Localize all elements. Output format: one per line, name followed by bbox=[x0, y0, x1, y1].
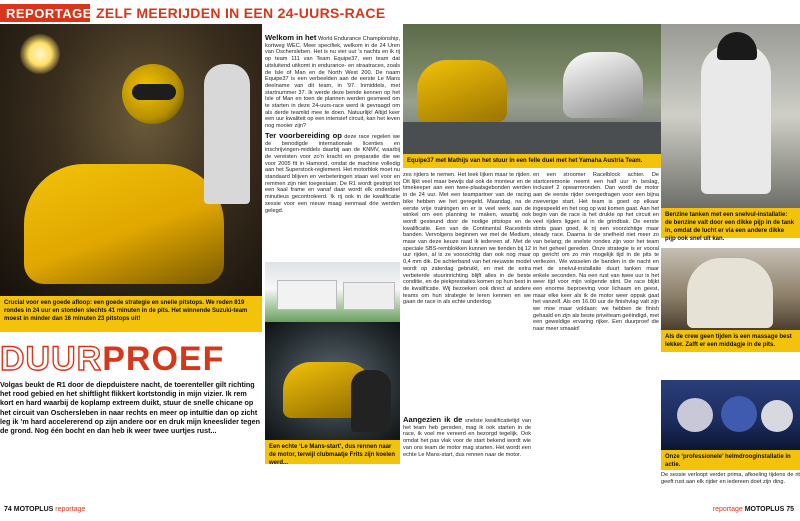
rider-photo bbox=[0, 24, 262, 296]
mechanic-figure bbox=[204, 64, 250, 204]
section-heading: Aangezien ik de bbox=[403, 415, 463, 424]
photo-caption: Een echte ‘Le Mans-start’, dus rennen naar de motor, terwijl clubmaatje Frits zijn koelen werd... bbox=[265, 440, 403, 464]
le-mans-start-photo bbox=[265, 322, 403, 440]
rider-resting bbox=[687, 258, 773, 328]
body-column-2-bottom bbox=[403, 414, 531, 500]
body-text: De sessie verloopt verder prima, afkoeling tijdens de rit geeft rust aan elk rijder en iedereen doet zijn ding. bbox=[661, 472, 800, 485]
article-kicker: ZELF MEERIJDEN IN EEN 24-UURS-RACE bbox=[96, 5, 386, 21]
helmet-visor bbox=[132, 84, 176, 100]
motorcycle-white bbox=[563, 52, 643, 118]
body-text: snelste kwalificatietijd van het team heb gereden, mag ik ook starten in de race, ik voel me vereerd en bezorgd tegelijk. Ook omdat het pas vlak voor de start bekend wordt wie van ons team de motor mag starten. Het wordt een echte Le Mans-start, dus rennen naar de motor. bbox=[403, 418, 531, 458]
magazine-brand: MOTOPLUS bbox=[13, 506, 54, 513]
helmet bbox=[761, 400, 793, 432]
yellow-motorcycle bbox=[24, 164, 224, 284]
kneeling-crew bbox=[351, 370, 391, 432]
helmet bbox=[721, 396, 757, 432]
paddock-photo bbox=[265, 262, 403, 322]
body-column-3 bbox=[533, 172, 659, 500]
body-text: deze race regelen we de benodigde internationale licenties en inschrijvingen-middels daarbij aan de KNMV, waarbij de vereisten voor zo'n kracht en preparatie die we voor 2005 fit in Hamond, omdat de machine volledig aan het Superstock-reglement. Het motorblok moet nu standaard blijven en verbeteringen staan wel voor en remmen zijn niet toegestaan. De R1 wordt gestript tot een kaal frame en vanaf daar wordt elk onderdeel minutieus gecontroleerd. Ik rij ook in de kwalificatie sessie voor een nieuw maag eenmaal drie werden gelegd. bbox=[265, 133, 400, 214]
footer-section: reportage bbox=[55, 506, 86, 513]
ambulance-van bbox=[277, 280, 337, 310]
photo-caption: Benzine tanken met een snelvul-installatie: de benzine valt door een dikke pijp in de tank in, omdat de lucht er via een andere dikke pijp ook snel uit kan. bbox=[661, 208, 800, 238]
photo-caption: Equipe37 met Mathijs van het stuur in een felle duel met het Yamaha Austria Team. bbox=[403, 154, 661, 168]
helmet bbox=[677, 398, 713, 432]
title-solid-part: PROEF bbox=[102, 340, 225, 378]
light-glare bbox=[20, 34, 60, 74]
page-number: 74 bbox=[4, 506, 12, 513]
footer-left bbox=[4, 506, 85, 513]
photo-caption: Als de crew geen tijden is een massage best lekker. Zalft er een middagje in de pits. bbox=[661, 330, 800, 352]
motorcycle-yellow bbox=[417, 60, 507, 122]
footer-section: reportage bbox=[712, 506, 743, 513]
pit-crew-member bbox=[701, 44, 771, 194]
photo-caption: Onze ‘professionele’ helmdrooginstallatie in actie. bbox=[661, 450, 800, 470]
page-footer bbox=[0, 502, 800, 521]
article-header bbox=[0, 4, 400, 22]
body-text: zes rijders te nemen. Het leek lijken maar te rijden. Dit lijkt veel maar bewijs dat ook de monteur en de timekeeper aan een twee-plaatsgebonden werden in de 24 uur. Met een teampartner van de racing bike hebben we het geregeld. Maandag, na de eerste vrije trainingen en er is veel werk aan de winkel om een planning te maken, waarbij ook wordt gesteund door de nodige pitstops en de kwalificatie. Een van de Continental Racestints banden. Vervolgens beginnen we met de Medium, maar van deze keuze raad ik iedereen af. Met de speciale SBS-remblokken kunnen we tienden bij 12 uur rijden, al is ze voorzichtig dan ook nog maar 0,4 mm dik. De achterband van het nieuwste model wordt op zaterdag gebruikt, en met de extra verbeterde stuurinrichting blijft alles in de beste conditie, en de piekprestaties komen op hun best in de kwalificatie. Wij bezoeken ook direct al andere teams om hun strategie te leren kennen en we gaan de race in als echte underdog. bbox=[403, 172, 531, 306]
footer-right bbox=[713, 506, 794, 513]
title-outline-part: DUUR bbox=[0, 340, 103, 378]
section-heading: Ter voorbereiding op bbox=[265, 130, 342, 140]
section-badge: REPORTAGE bbox=[0, 4, 90, 22]
crew-cap bbox=[717, 32, 757, 60]
magazine-brand: MOTOPLUS bbox=[744, 506, 785, 513]
service-van bbox=[343, 282, 395, 310]
body-column-4 bbox=[661, 472, 800, 500]
article-title bbox=[0, 340, 224, 376]
massage-photo bbox=[661, 248, 800, 330]
body-text: en een stroomer Racelblock achter. De startceremonie neemt een half uur in beslag, inclusief 2 opwarmronden. Dan wordt de motor aan de eerste rijder overgedragen voor een bijna zweverige start. Het team is goed op elkaar ingespeeld en het oog op wat komen gaat. Aan het begin van de race is het drukte op het circuit en veel rijders liggen al in de grindbak. De eerste stints gaan goed, ik rij een voorzichtige maar steady race. Daarna is de snelheid niet meer zo van belang; de snelste rondes zijn voor het team in het geheel gereden. Onze strategie is er vooral op gericht om zo min mogelijk tijd in de pits te verliezen. We wisselen de banden in de nacht en met de snelvul-installatie duurt tanken maar enkele seconden. Na een rust van twee uur is het weer tijd voor mijn volgende stint. De race blijkt een enorme beproeving voor lichaam en geest, maar elke keer als ik de motor weer oppak gaat het vanzelf. Als om 16.00 uur de finishvlag valt zijn we moe maar voldaan: we hebben de finish gehaald en zijn als beste privéteam geëindigd, met een geweldige ervaring rijker. Een duurproef die naar meer smaakt! bbox=[533, 172, 659, 333]
article-lead: Volgas beukt de R1 door de diepduistere nacht, de toerenteller gilt richting het rood gebied en het shiftlight flikkert kortstondig in mijn vizier. Ik rem kort en hard waarbij de koplamp extreem duikt, stuur de snelle chicane op het circuit van Oschersleben in naar rechts en meer op intuïtie dan op zicht leg ik ’m hard accelererend op zijn andere oor en druk mijn kneeslider tegen de grond. Nog één bocht en dan heb ik weer twee uurtjes rust... bbox=[0, 380, 261, 436]
body-column-1 bbox=[265, 32, 400, 260]
body-text: World Endurance Championship, kortweg WEC. Meer specifiek, welkom in de 24 Uren van Oschersleben. Het is nu vier uur ’s nachts en ik rij op team 111 van Team Equipe37, een team dat uitsluitend uitkomt in endurance- en straatraces, zoals de Isle of Man en de North West 200. De naam Equipe37 is een verbeelden aan de eerste Le Mans deelname van dit team, in ’97. Inmiddels, met startnummer 37. Ik werde deze bende kennen op het Isle of Man en toen de plannen werden gesmeed om te starten in deze 24-uurs-race werd ik gevraagd om als derde teamlid mee te doen. Natuurlijk! Altijd keer een uur kwaliteit op een intensief circuit, kan het leven nog mooier zijn? bbox=[265, 36, 400, 130]
page-gutter bbox=[400, 0, 403, 521]
body-column-2 bbox=[403, 172, 531, 412]
photo-caption: Crucial voor een goede afloop: een goede strategie en snelle pitstops. We reden 819 rondes in 24 uur en stonden slechts 41 minuten in de pits. Het winnende Suzuki-team moest in minder dan 16 minuten 23 pitstops uit! bbox=[0, 296, 262, 332]
helmet-dryer-photo bbox=[661, 380, 800, 450]
refuel-photo bbox=[661, 24, 800, 208]
section-heading: Welkom in het bbox=[265, 33, 317, 42]
page-number: 75 bbox=[786, 506, 794, 513]
